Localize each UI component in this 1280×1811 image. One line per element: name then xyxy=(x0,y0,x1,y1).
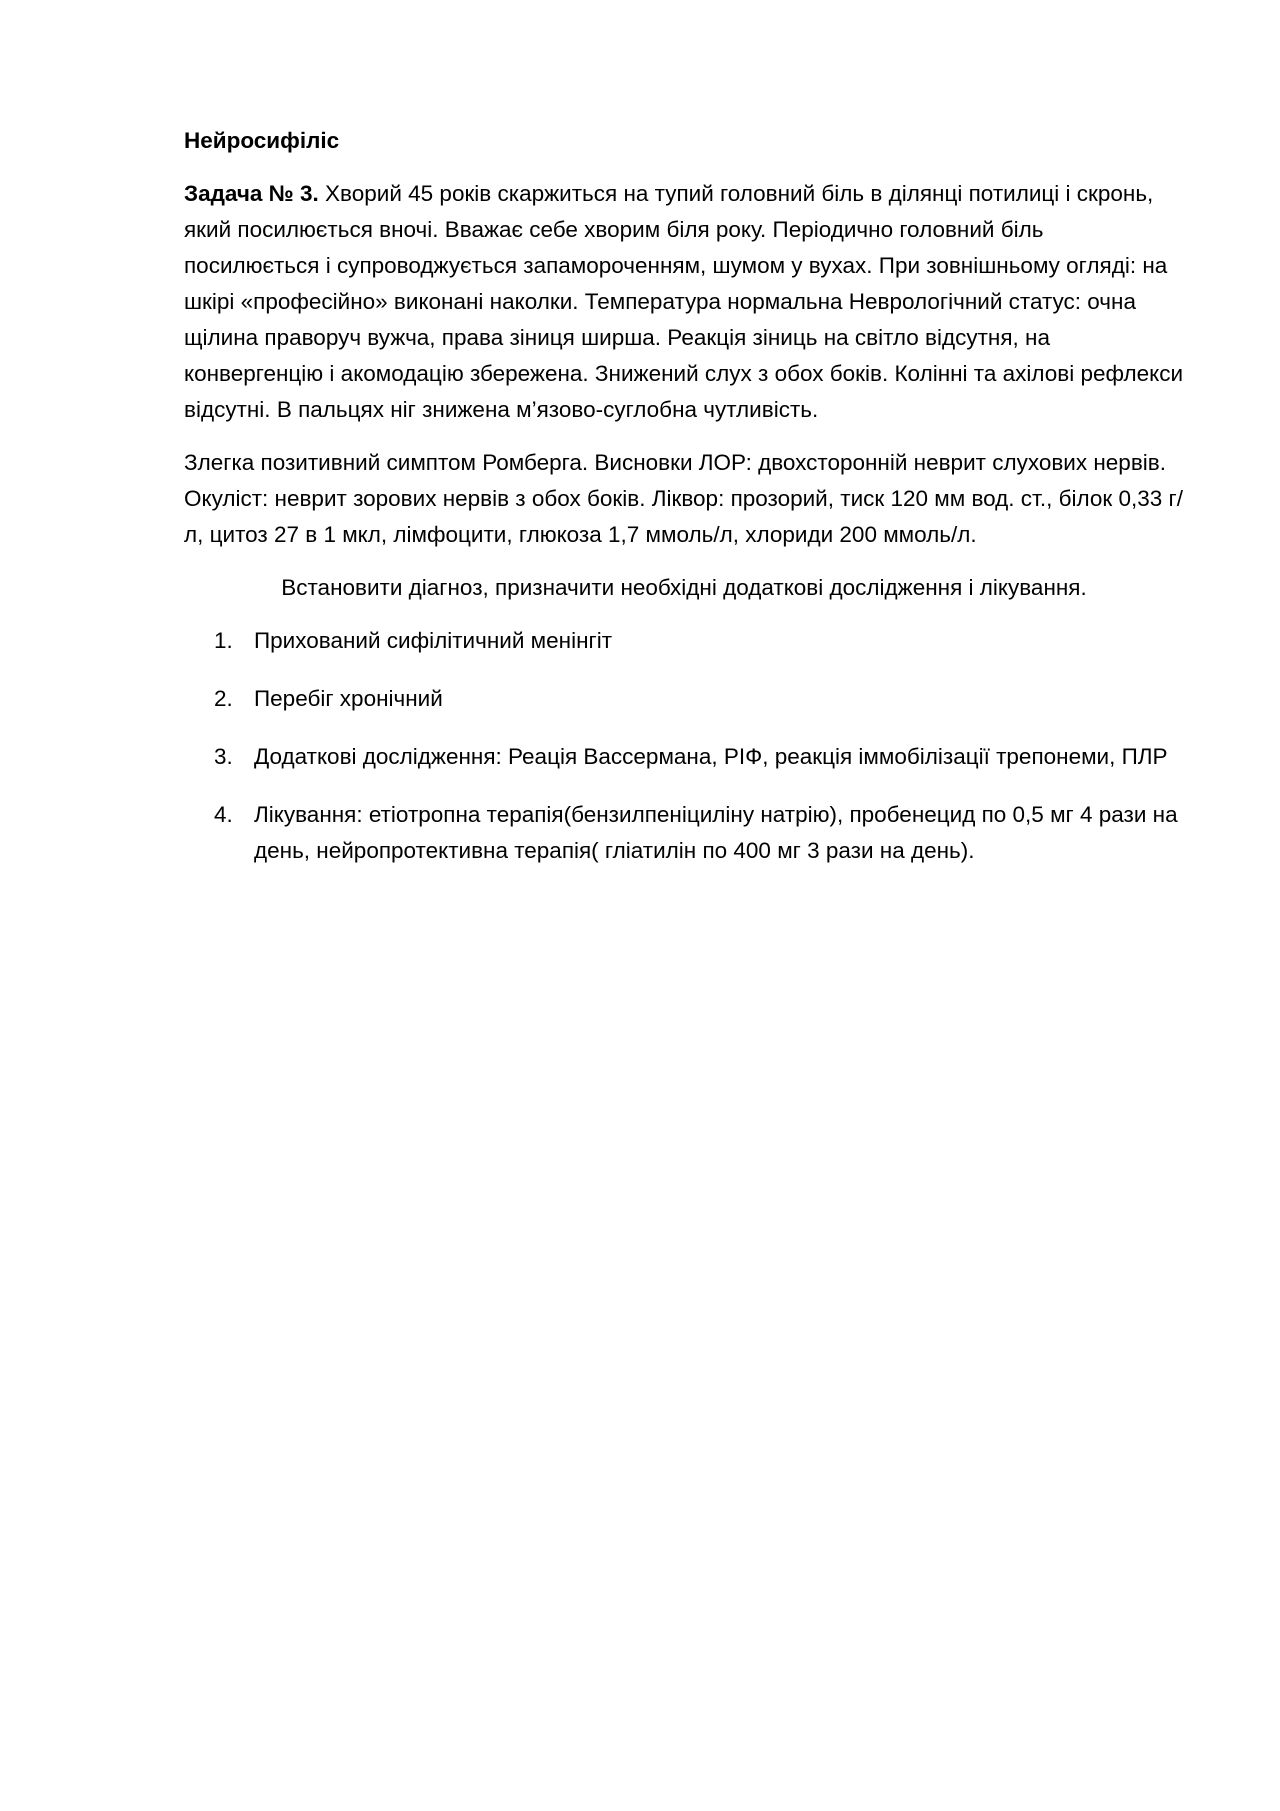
list-number: 4. xyxy=(214,802,233,827)
instruction-paragraph: Встановити діагноз, призначити необхідні додаткові дослідження і лікування. xyxy=(281,575,1087,600)
list-item xyxy=(184,681,1184,717)
list-text: Прихований сифілітичний менінгіт xyxy=(254,628,613,653)
list-text: Лікування: етіотропна терапія(бензилпеніциліну натрію), пробенецид по 0,5 мг 4 рази на день, нейропротективна терапія( гліатилін по 400 мг 3 рази на день). xyxy=(254,802,1178,863)
list-number: 1. xyxy=(214,628,233,653)
list-number: 2. xyxy=(214,686,233,711)
list-number: 3. xyxy=(214,744,233,769)
document-content xyxy=(184,123,1184,891)
list-item xyxy=(184,739,1184,775)
task-description: Хворий 45 років скаржиться на тупий головний біль в ділянці потилиці і скронь, який посилюється вночі. Вважає себе хворим біля року. Періодично головний біль посилюється і супроводжується запамороченням, шумом у вухах. При зовнішньому огляді: на шкірі «професійно» виконані наколки. Температура нормальна Неврологічний статус: очна щілина праворуч вужча, права зіниця ширша. Реакція зіниць на світло відсутня, на конвергенцію і акомодацію збережена. Знижений слух з обох боків. Колінні та ахілові рефлекси відсутні. В пальцях ніг знижена м’язово-суглобна чутливість. xyxy=(184,181,1184,422)
answers-list xyxy=(184,623,1184,869)
findings-paragraph: Злегка позитивний симптом Ромберга. Висновки ЛОР: двохсторонній неврит слухових нервів. Окуліст: неврит зорових нервів з обох боків. Ліквор: прозорий, тиск 120 мм вод. ст., білок 0,33 г/л, цитоз 27 в 1 мкл, лімфоцити, глюкоза 1,7 ммоль/л, хлориди 200 ммоль/л. xyxy=(184,450,1183,547)
list-text: Додаткові дослідження: Реація Вассермана, РІФ, реакція іммобілізації трепонеми, ПЛР xyxy=(254,744,1168,769)
document-title: Нейросифіліс xyxy=(184,128,340,153)
list-item xyxy=(184,797,1184,869)
task-paragraph xyxy=(184,176,1184,428)
list-item xyxy=(184,623,1184,659)
list-text: Перебіг хронічний xyxy=(254,686,443,711)
task-label: Задача № 3. xyxy=(184,181,319,206)
